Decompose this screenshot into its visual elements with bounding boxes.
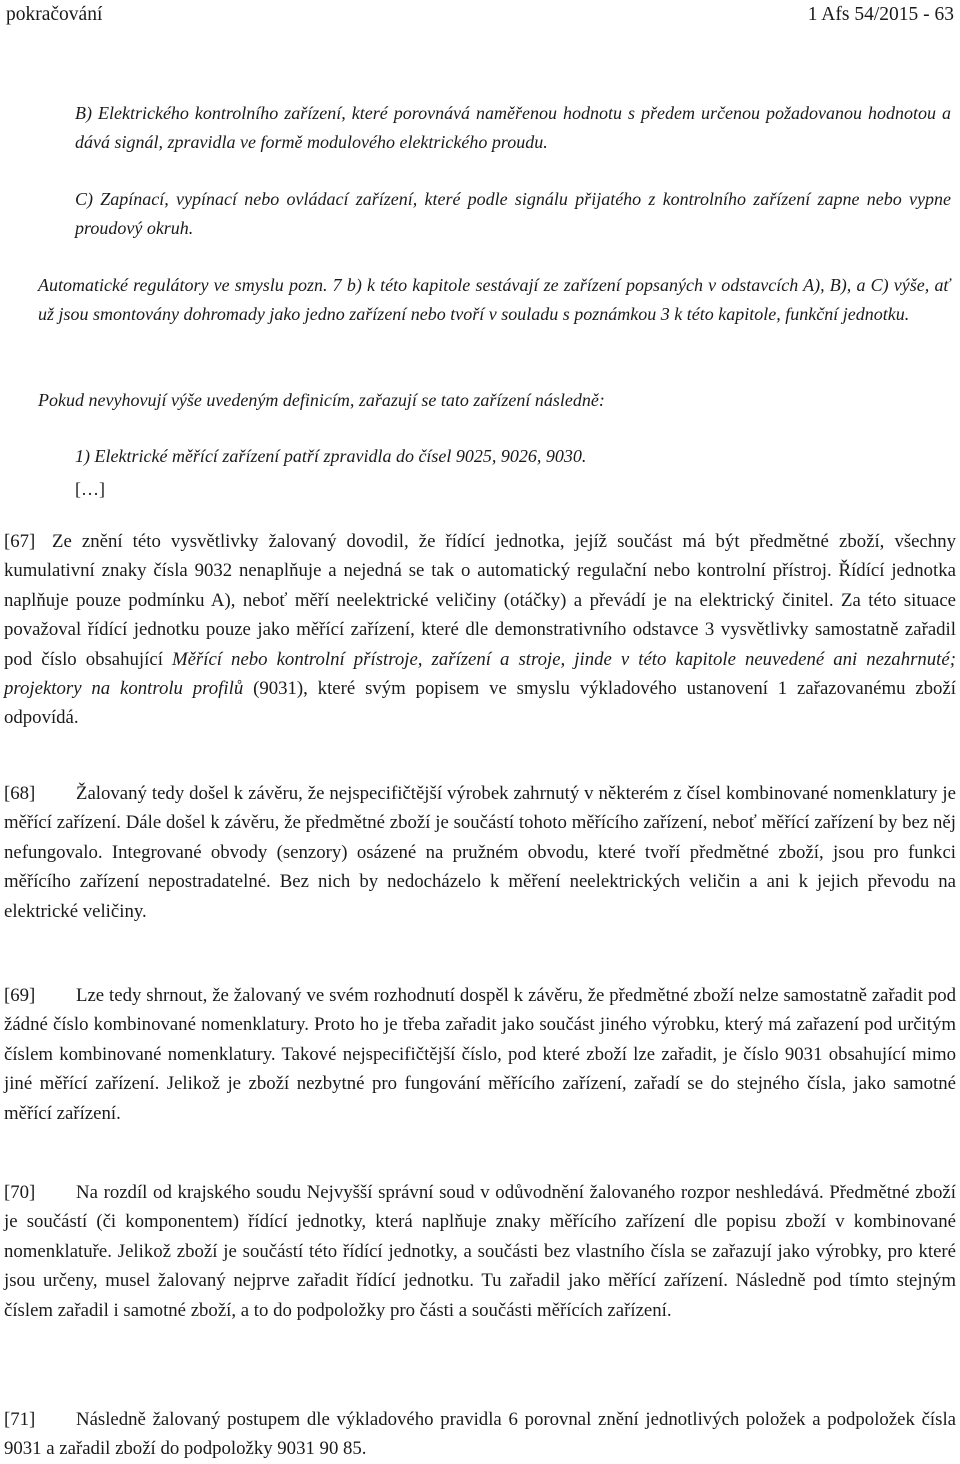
paragraph-68 (4, 779, 956, 926)
page-header (6, 2, 954, 28)
quote-item-1: 1) Elektrické měřící zařízení patří zpravidla do čísel 9025, 9026, 9030. (75, 446, 587, 466)
paragraph-number: [69] (4, 985, 36, 1006)
paragraph-text: Následně žalovaný postupem dle výkladového pravidla 6 porovnal znění jednotlivých položek a podpoložek čísla 9031 a zařadil zboží do podpoložky 9031 90 85. (4, 1409, 956, 1460)
header-continuation: pokračování (6, 4, 103, 25)
paragraph-text-tail: (9031), které svým popisem ve smyslu výkladového ustanovení 1 zařazovanému zboží odpovídá. (4, 678, 956, 729)
quote-pokud: Pokud nevyhovují výše uvedeným definicím, zařazují se tato zařízení následně: (38, 390, 605, 410)
paragraph-number: [70] (4, 1182, 36, 1203)
header-case-number: 1 Afs 54/2015 - 63 (807, 4, 954, 25)
quote-point-b: B) Elektrického kontrolního zařízení, které porovnává naměřenou hodnotu s předem určenou požadovanou hodnotou a dává signál, zpravidla ve formě modulového elektrického proudu. (75, 103, 951, 152)
quote-point-c: C) Zapínací, vypínací nebo ovládací zařízení, které podle signálu přijatého z kontrolního zařízení zapne nebo vypne proudový okruh. (75, 189, 951, 238)
paragraph-text: Na rozdíl od krajského soudu Nejvyšší správní soud v odůvodnění žalovaného rozpor neshledává. Předmětné zboží je součástí (či komponentem) řídící jednotky, která naplňuje znaky měřícího zařízení dle popisu zboží v kombinované nomenklatuře. Jelikož zboží je součástí této řídící jednotky, a součásti bez vlastního čísla se zařazují jako výrobky, pro které jsou určeny, musel žalovaný nejprve zařadit řídící jednotku. Tu zařadil jako měřící zařízení. Následně pod tímto stejným číslem zařadil i samotné zboží, a to do podpoložky pro části a součásti měřících zařízení. (4, 1182, 956, 1321)
paragraph-67 (4, 527, 956, 733)
paragraph-text: Žalovaný tedy došel k závěru, že nejspecifičtější výrobek zahrnutý v některém z čísel kombinované nomenklatury je měřící zařízení. Dále došel k závěru, že předmětné zboží je součástí tohoto měřícího zařízení, neboť měřící zařízení by bez něj nefungovalo. Integrované obvody (senzory) osázené na pružném obvodu, které tvoří předmětné zboží, jsou pro funkci měřícího zařízení nepostradatelné. Bez nich by nedocházelo k měření neelektrických veličin a ani k jejich převodu na elektrické veličiny. (4, 783, 956, 922)
quote-ellipsis: […] (75, 479, 105, 499)
quote-automatic-regulators: Automatické regulátory ve smyslu pozn. 7 b) k této kapitole sestávají ze zařízení popsaných v odstavcích A), B), a C) výše, ať už jsou smontovány dohromady jako jedno zařízení nebo tvoří v souladu s poznámkou 3 k této kapitole, funkční jednotku. (38, 275, 950, 324)
paragraph-number: [67] (4, 531, 36, 552)
paragraph-text: Ze znění této vysvětlivky žalovaný dovodil, že řídící jednotka, jejíž součást má být předmětné zboží, všechny kumulativní znaky čísla 9032 nenaplňuje a nejedná se tak o automatický regulační nebo kontrolní přístroj. Řídící jednotka naplňuje pouze podmínku A), neboť měří neelektrické veličiny (otáčky) a převádí je na elektrický činitel. Za této situace považoval řídící jednotku pouze jako měřící zařízení, které dle demonstrativního odstavce 3 vysvětlivky samostatně zařadil pod číslo obsahující (4, 531, 956, 670)
paragraph-70 (4, 1178, 956, 1325)
paragraph-69 (4, 981, 956, 1128)
paragraph-text: Lze tedy shrnout, že žalovaný ve svém rozhodnutí dospěl k závěru, že předmětné zboží nelze samostatně zařadit pod žádné číslo kombinované nomenklatury. Proto ho je třeba zařadit jako součást jiného výrobku, který má zařazení pod určitým číslem kombinované nomenklatury. Takové nejspecifičtější číslo, pod které zboží lze zařadit, je číslo 9031 obsahující mimo jiné měřící zařízení. Jelikož je zboží nezbytné pro fungování měřícího zařízení, zařadí se do stejného čísla, jako samotné měřící zařízení. (4, 985, 956, 1124)
paragraph-71 (4, 1405, 956, 1464)
paragraph-number: [71] (4, 1409, 36, 1430)
paragraph-number: [68] (4, 783, 36, 804)
paragraph-italic-quote: Měřící nebo kontrolní přístroje, zařízení a stroje, jinde v této kapitole neuvedené ani nezahrnuté; projektory na kontrolu profilů (4, 648, 956, 700)
